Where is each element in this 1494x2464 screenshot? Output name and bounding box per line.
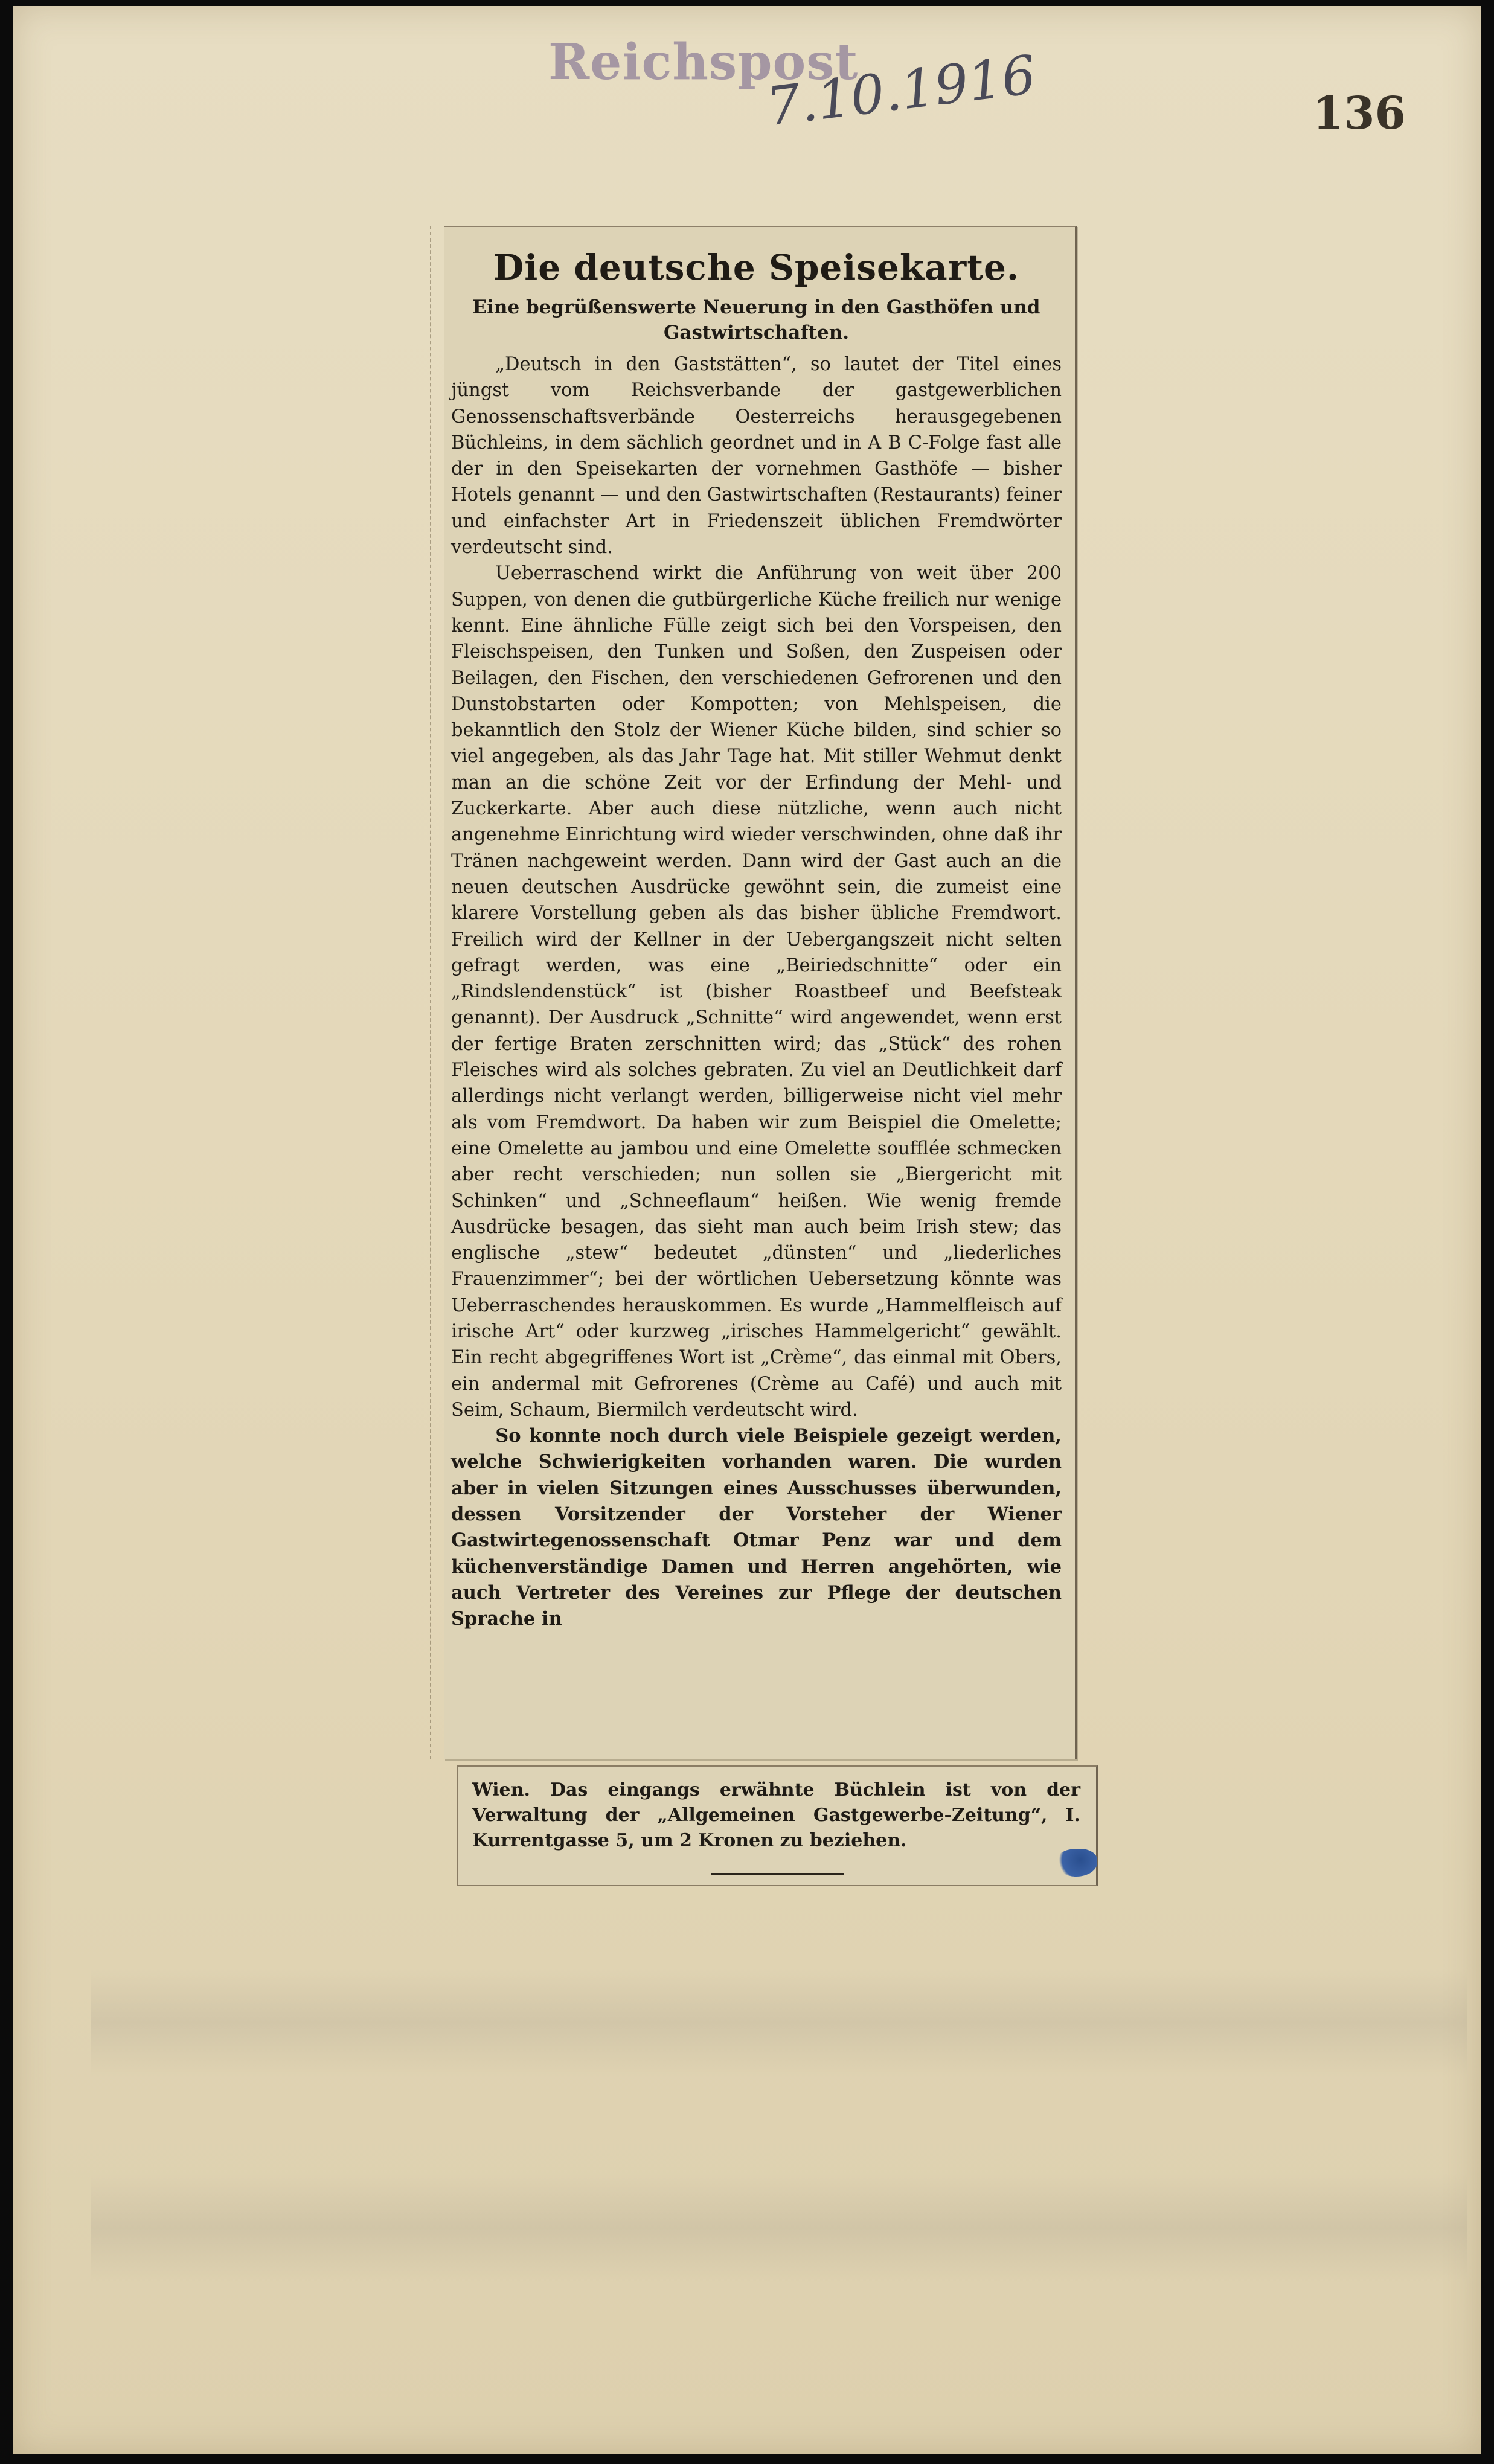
page-number: 136 [1312, 88, 1406, 139]
newspaper-clipping [444, 226, 1077, 1759]
handwritten-date: 7.10.1916 [763, 43, 1039, 138]
clipping-edge [430, 226, 442, 1759]
article-paragraph: „Deutsch in den Gaststätten“, so lautet der Titel eines jüngst vom Reichsverbande der gastgewerblichen Genossenschaftsverbände Oesterreichs herausgegebenen Büchleins, in dem sächlich geordnet und in A B C-Folge fast alle der in den Speisekarten der vornehmen Gasthöfe — bisher Hotels genannt — und den Gastwirtschaften (Restaurants) feiner und einfachster Art in Friedenszeit üblichen Fremdwörter verdeutscht sind. [451, 354, 1062, 558]
end-rule [711, 1873, 844, 1875]
article-paragraph: Ueberraschend wirkt die Anführung von weit über 200 Suppen, von denen die gutbürgerliche Küche freilich nur wenige kennt. Eine ähnliche Fülle zeigt sich bei den Vorspeisen, den Fleischspeisen, den Tunken und Soßen, den Zuspeisen oder Beilagen, den Fischen, den verschiedenen Gefrorenen und den Dunstobstarten oder Kompotten; von Mehlspeisen, die bekanntlich den Stolz der Wiener Küche bilden, sind schier so viel angegeben, als das Jahr Tage hat. Mit stiller Wehmut denkt man an die schöne Zeit vor der Erfindung der Mehl- und Zuckerkarte. Aber auch diese nützliche, wenn auch nicht angenehme Einrichtung wird wieder verschwinden, ohne daß ihr Tränen nachgeweint werden. Dann wird der Gast auch an die neuen deutschen Ausdrücke gewöhnt sein, die zumeist eine klarere Vorstellung geben als das bisher übliche Fremdwort. Freilich wird der Kellner in der Uebergangszeit nicht selten gefragt werden, was eine „Beiriedschnitte“ oder ein „Rindslendenstück“ ist (bisher Roastbeef und Beefsteak genannt). Der Ausdruck „Schnitte“ wird angewendet, wenn erst der fertige Braten zerschnitten wird; das „Stück“ des rohen Fleisches wird als solches gebraten. Zu viel an Deutlichkeit darf allerdings nicht verlangt werden, billigerweise nicht viel mehr als vom Fremdwort. Da haben wir zum Beispiel die Omelette; eine Omelette au jambou und eine Omelette soufflée schmecken aber recht verschieden; nun sollen sie „Biergericht mit Schinken“ und „Schneeflaum“ heißen. Wie wenig fremde Ausdrücke besagen, das sieht man auch beim Irish stew; das englische „stew“ bedeutet „dünsten“ und „liederliches Frauenzimmer“; bei der wörtlichen Uebersetzung könnte was Ueberraschendes herauskommen. Es wurde „Hammelfleisch auf irische Art“ oder kurzweg „irisches Hammelgericht“ gewählt. Ein recht abgegriffenes Wort ist „Crème“, das einmal mit Obers, ein andermal mit Gefrorenes (Crème au Café) und auch mit Seim, Schaum, Biermilch verdeutscht wird. [451, 563, 1062, 1421]
paper-fold [91, 1968, 1467, 2077]
newspaper-stamp: Reichspost [548, 33, 859, 91]
article-headline: Die deutsche Speisekarte. [493, 247, 1020, 288]
ink-mark [1055, 1849, 1097, 1877]
paper-fold [91, 2174, 1467, 2282]
clipping-continuation [457, 1765, 1098, 1886]
article-paragraph-bold: So konnte noch durch viele Beispiele gezeigt werden, welche Schwierigkeiten vorhanden waren. Die wurden aber in vielen Sitzungen eines Ausschusses überwunden, dessen Vorsitzender der Vorsteher der Wiener Gastwirtegenossenschaft Otmar Penz war und dem küchenverständige Damen und Herren angehörten, wie auch Vertreter des Vereines zur Pflege der deutschen Sprache in [451, 1425, 1062, 1630]
article-note: Wien. Das eingangs erwähnte Büchlein ist von der Verwaltung der „Allgemeinen Gastgewerbe-Zeitung“, I. Kurrentgasse 5, um 2 Kronen zu beziehen. [472, 1779, 1080, 1851]
article-subheadline: Eine begrüßenswerte Neuerung in den Gasthöfen und Gastwirtschaften. [472, 296, 1040, 344]
